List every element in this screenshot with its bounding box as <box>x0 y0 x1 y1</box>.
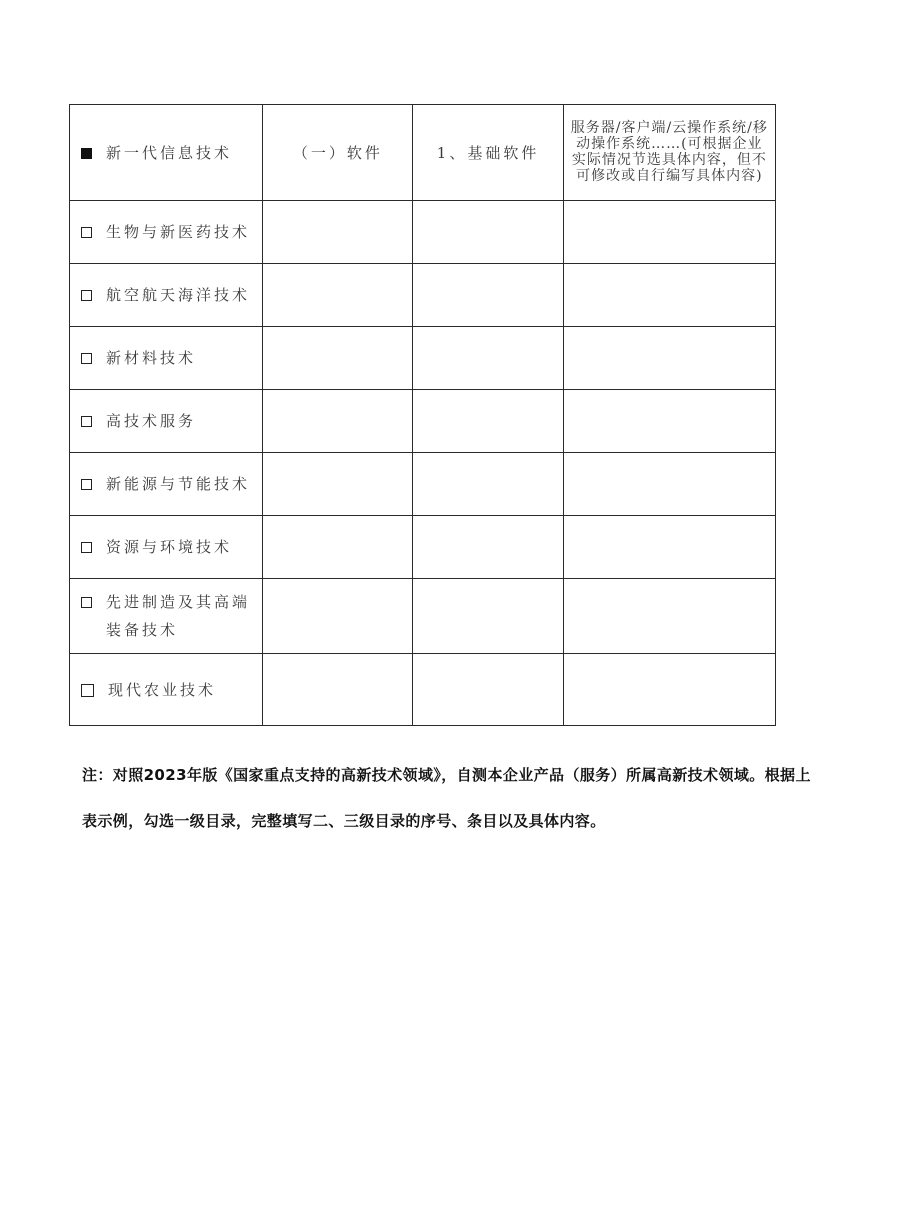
table-row <box>70 264 776 327</box>
empty-cell[interactable] <box>413 654 563 726</box>
table-row <box>70 654 776 726</box>
checkbox-icon[interactable] <box>81 684 94 697</box>
table-row <box>70 201 776 264</box>
empty-cell[interactable] <box>263 453 413 516</box>
table-row <box>70 327 776 390</box>
checkbox-icon[interactable] <box>81 416 92 427</box>
category-label: 新能源与节能技术 <box>106 475 251 493</box>
empty-cell[interactable] <box>563 201 775 264</box>
empty-cell[interactable] <box>263 579 413 654</box>
empty-cell[interactable] <box>563 264 775 327</box>
empty-cell[interactable] <box>563 654 775 726</box>
tech-domain-table <box>69 104 776 726</box>
checkbox-icon[interactable] <box>81 227 92 238</box>
table-row <box>70 453 776 516</box>
category-label: 生物与新医药技术 <box>106 223 251 241</box>
level2-cell <box>263 105 413 201</box>
empty-cell[interactable] <box>413 201 563 264</box>
table-row-example <box>70 105 776 201</box>
empty-cell[interactable] <box>413 579 563 654</box>
empty-cell[interactable] <box>413 453 563 516</box>
checkbox-icon[interactable] <box>81 353 92 364</box>
level3-cell <box>413 105 563 201</box>
category-label: 航空航天海洋技术 <box>106 286 251 304</box>
footnote: 注：对照2023年版《国家重点支持的高新技术领域》，自测本企业产品（服务）所属高新技术领域。根据上表示例，勾选一级目录，完整填写二、三级目录的序号、条目以及具体内容。 <box>82 766 811 830</box>
checkbox-icon[interactable] <box>81 479 92 490</box>
empty-cell[interactable] <box>263 201 413 264</box>
level3-label: 1、基础软件 <box>436 144 540 162</box>
category-label: 高技术服务 <box>106 412 197 430</box>
empty-cell[interactable] <box>563 390 775 453</box>
empty-cell[interactable] <box>413 264 563 327</box>
checkbox-icon[interactable] <box>81 542 92 553</box>
checkbox-checked-icon[interactable] <box>81 148 92 159</box>
empty-cell[interactable] <box>563 516 775 579</box>
level2-label: （一）软件 <box>292 144 383 162</box>
empty-cell[interactable] <box>563 327 775 390</box>
empty-cell[interactable] <box>263 264 413 327</box>
empty-cell[interactable] <box>563 579 775 654</box>
category-label: 现代农业技术 <box>108 680 217 699</box>
detail-text: 服务器/客户端/云操作系统/移动操作系统……(可根据企业实际情况节选具体内容，但不可修改或自行编写具体内容) <box>570 119 768 184</box>
detail-cell <box>563 105 775 201</box>
checkbox-icon[interactable] <box>81 597 92 608</box>
category-label: 新材料技术 <box>106 349 197 367</box>
empty-cell[interactable] <box>263 327 413 390</box>
checkbox-icon[interactable] <box>81 290 92 301</box>
empty-cell[interactable] <box>263 654 413 726</box>
empty-cell[interactable] <box>263 516 413 579</box>
category-label: 资源与环境技术 <box>106 538 233 556</box>
empty-cell[interactable] <box>413 390 563 453</box>
empty-cell[interactable] <box>413 327 563 390</box>
table-row <box>70 516 776 579</box>
empty-cell[interactable] <box>263 390 413 453</box>
table-row <box>70 579 776 654</box>
empty-cell[interactable] <box>563 453 775 516</box>
category-cell <box>70 105 263 201</box>
category-label: 先进制造及其高端装备技术 <box>106 593 251 639</box>
table-row <box>70 390 776 453</box>
category-label: 新一代信息技术 <box>106 143 233 162</box>
empty-cell[interactable] <box>413 516 563 579</box>
